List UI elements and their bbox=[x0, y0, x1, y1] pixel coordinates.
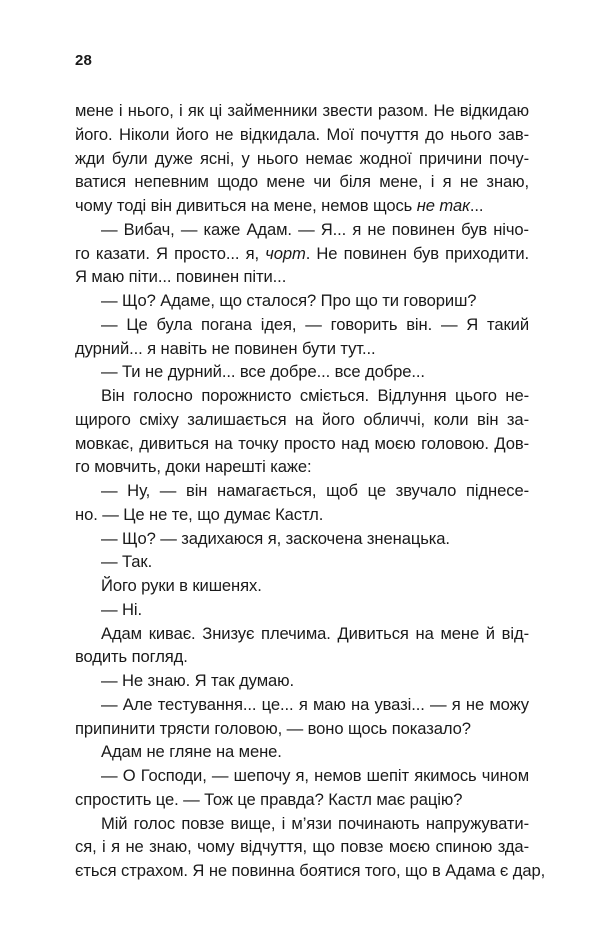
text-line: ватися непевним щодо мене чи біля мене, і я не знаю, bbox=[75, 172, 529, 192]
text-line: — Так. bbox=[101, 552, 153, 572]
page-number: 28 bbox=[75, 52, 93, 69]
text-line: но. — Це не те, що думає Кастл. bbox=[75, 504, 324, 524]
body-text bbox=[75, 99, 546, 883]
text-line bbox=[75, 242, 529, 266]
text-line: Я маю піти... повинен піти... bbox=[75, 267, 287, 287]
text-line: ється страхом. Я не повинна боятися того, що в Адама є дар, bbox=[75, 861, 546, 880]
text-line: Він голосно порожнисто сміється. Відлуння цього не- bbox=[101, 386, 529, 405]
text-line: го мовчить, доки нарешті каже: bbox=[75, 457, 312, 477]
text-line: щирого сміху залишається на його обличчі, коли він за- bbox=[75, 409, 529, 429]
text-line: Адам киває. Знизує плечима. Дивиться на мене й від- bbox=[101, 623, 529, 643]
text-line: Його руки в кишенях. bbox=[101, 576, 262, 595]
text-line: спростить це. — Тож це правда? Кастл має рацію? bbox=[75, 789, 463, 809]
text-line: припинити трясти головою, — воно щось показало? bbox=[75, 718, 471, 738]
text-line: Адам не гляне на мене. bbox=[101, 742, 282, 762]
text-line: — Не знаю. Я так думаю. bbox=[101, 671, 294, 690]
text-line: — Ну, — він намагається, щоб це звучало піднесе- bbox=[101, 481, 529, 500]
text-line: Мій голос повзе вище, і м’язи починають напружувати- bbox=[101, 813, 529, 833]
text-line: дурний... я навіть не повинен бути тут... bbox=[75, 338, 376, 358]
text-line: водить погляд. bbox=[75, 647, 188, 667]
text-line: мовкає, дивиться на точку просто над моєю головою. Дов- bbox=[75, 433, 529, 453]
text-line: жди були дуже ясні, у нього немає жодної причини почу- bbox=[75, 148, 529, 168]
text-line bbox=[75, 194, 529, 218]
text-line: — Вибач, — каже Адам. — Я... я не повинен був нічо- bbox=[101, 219, 529, 239]
text-segment: . Не повинен був приходити. bbox=[305, 243, 529, 263]
text-segment: го казати. Я просто... я, bbox=[75, 243, 266, 263]
text-line: — Ні. bbox=[101, 599, 142, 619]
text-line: — Але тестування... це... я маю на увазі... — я не можу bbox=[101, 694, 529, 714]
emphasis-text: не так bbox=[416, 196, 470, 215]
text-line: його. Ніколи його не відкидала. Мої почуття до нього зав- bbox=[75, 124, 529, 144]
text-segment: чому тоді він дивиться на мене, немов щось bbox=[75, 196, 417, 215]
text-line: — Ти не дурний... все добре... все добре... bbox=[101, 362, 425, 382]
text-line: — Це була погана ідея, — говорить він. — Я такий bbox=[101, 314, 529, 334]
text-line: мене і нього, і як ці займенники звести разом. Не відкидаю bbox=[75, 101, 529, 120]
emphasis-text: чорт bbox=[265, 243, 306, 263]
text-line: — Що? Адаме, що сталося? Про що ти говориш? bbox=[101, 291, 477, 310]
text-line: ся, і я не знаю, чому відчуття, що повзе моєю спиною зда- bbox=[75, 837, 529, 857]
text-line: — Що? — задихаюся я, заскочена зненацька. bbox=[101, 528, 450, 548]
text-segment: ... bbox=[469, 196, 484, 215]
text-line: — О Господи, — шепочу я, немов шепіт якимось чином bbox=[101, 766, 529, 785]
